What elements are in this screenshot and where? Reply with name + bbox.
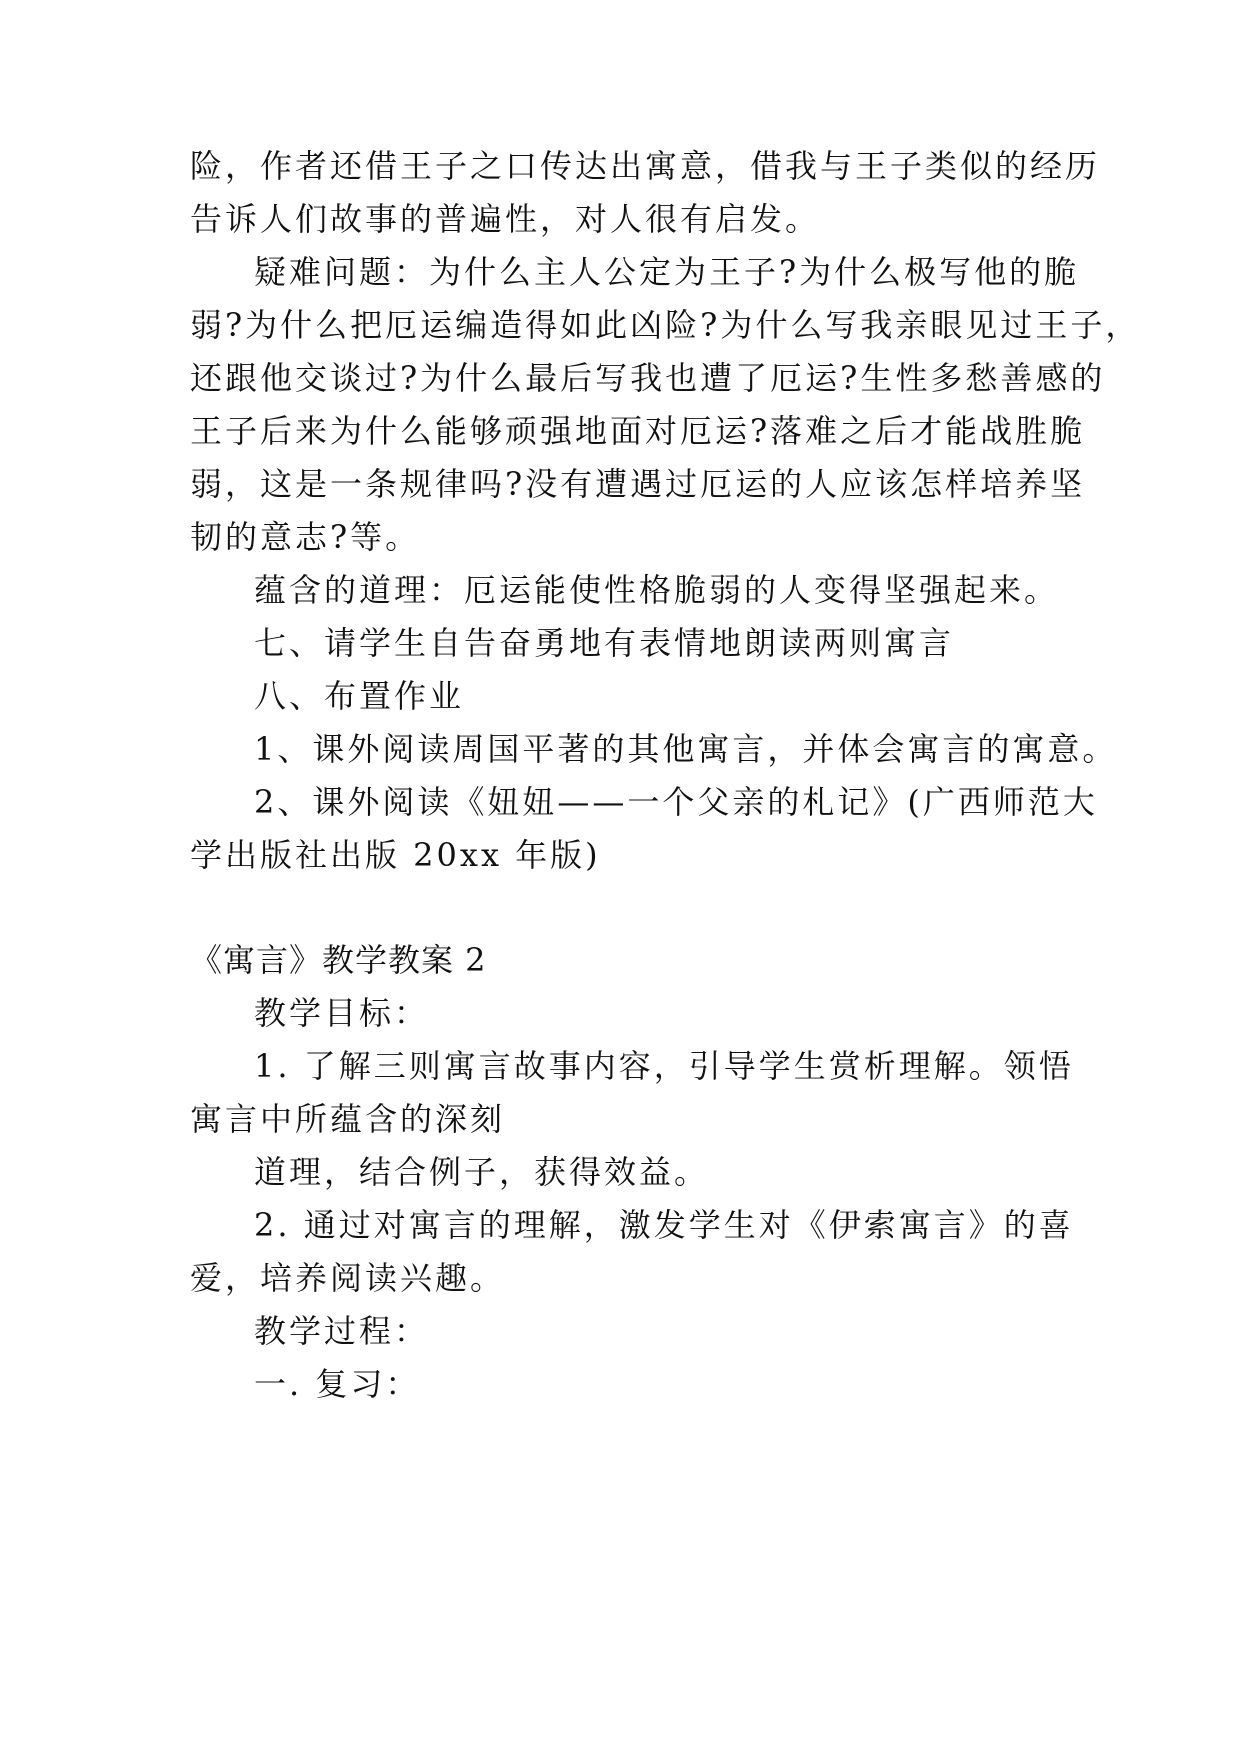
paragraph-line: 弱，这是一条规律吗?没有遭遇过厄运的人应该怎样培养坚 [190,465,1086,503]
paragraph-line: 还跟他交谈过?为什么最后写我也遭了厄运?生性多愁善感的 [190,359,1106,397]
paragraph-line: 爱，培养阅读兴趣。 [190,1259,506,1297]
paragraph-line: 七、请学生自告奋勇地有表情地朗读两则寓言 [254,624,955,662]
paragraph-line: 学出版社出版 20xx 年版) [190,836,601,874]
section-title: 《寓言》教学教案 2 [190,941,487,979]
paragraph-line: 蕴含的道理：厄运能使性格脆弱的人变得坚强起来。 [254,571,1060,609]
paragraph-line: 道理，结合例子，获得效益。 [254,1153,710,1191]
paragraph-line: 寓言中所蕴含的深刻 [190,1100,506,1138]
paragraph-line: 王子后来为什么能够顽强地面对厄运?落难之后才能战胜脆 [190,412,1086,450]
paragraph-line: 弱?为什么把厄运编造得如此凶险?为什么写我亲眼见过王子， [190,306,1141,344]
paragraph-line: 1. 了解三则寓言故事内容，引导学生赏析理解。领悟 [254,1047,1074,1085]
paragraph-line: 2. 通过对寓言的理解，激发学生对《伊索寓言》的喜 [254,1206,1074,1244]
paragraph-line: 教学过程： [254,1312,430,1350]
paragraph-line: 教学目标： [254,994,430,1032]
paragraph-line: 告诉人们故事的普遍性，对人很有启发。 [190,200,821,238]
paragraph-line: 一. 复习： [254,1365,421,1403]
paragraph-line: 2、课外阅读《妞妞——一个父亲的札记》(广西师范大 [254,783,1098,821]
paragraph-line: 1、课外阅读周国平著的其他寓言，并体会寓言的寓意。 [254,730,1118,768]
paragraph-line: 疑难问题：为什么主人公定为王子?为什么极写他的脆 [254,253,1080,291]
paragraph-line: 韧的意志?等。 [190,518,421,556]
paragraph-line: 险，作者还借王子之口传达出寓意，借我与王子类似的经历 [190,147,1101,185]
paragraph-line: 八、布置作业 [254,677,465,715]
